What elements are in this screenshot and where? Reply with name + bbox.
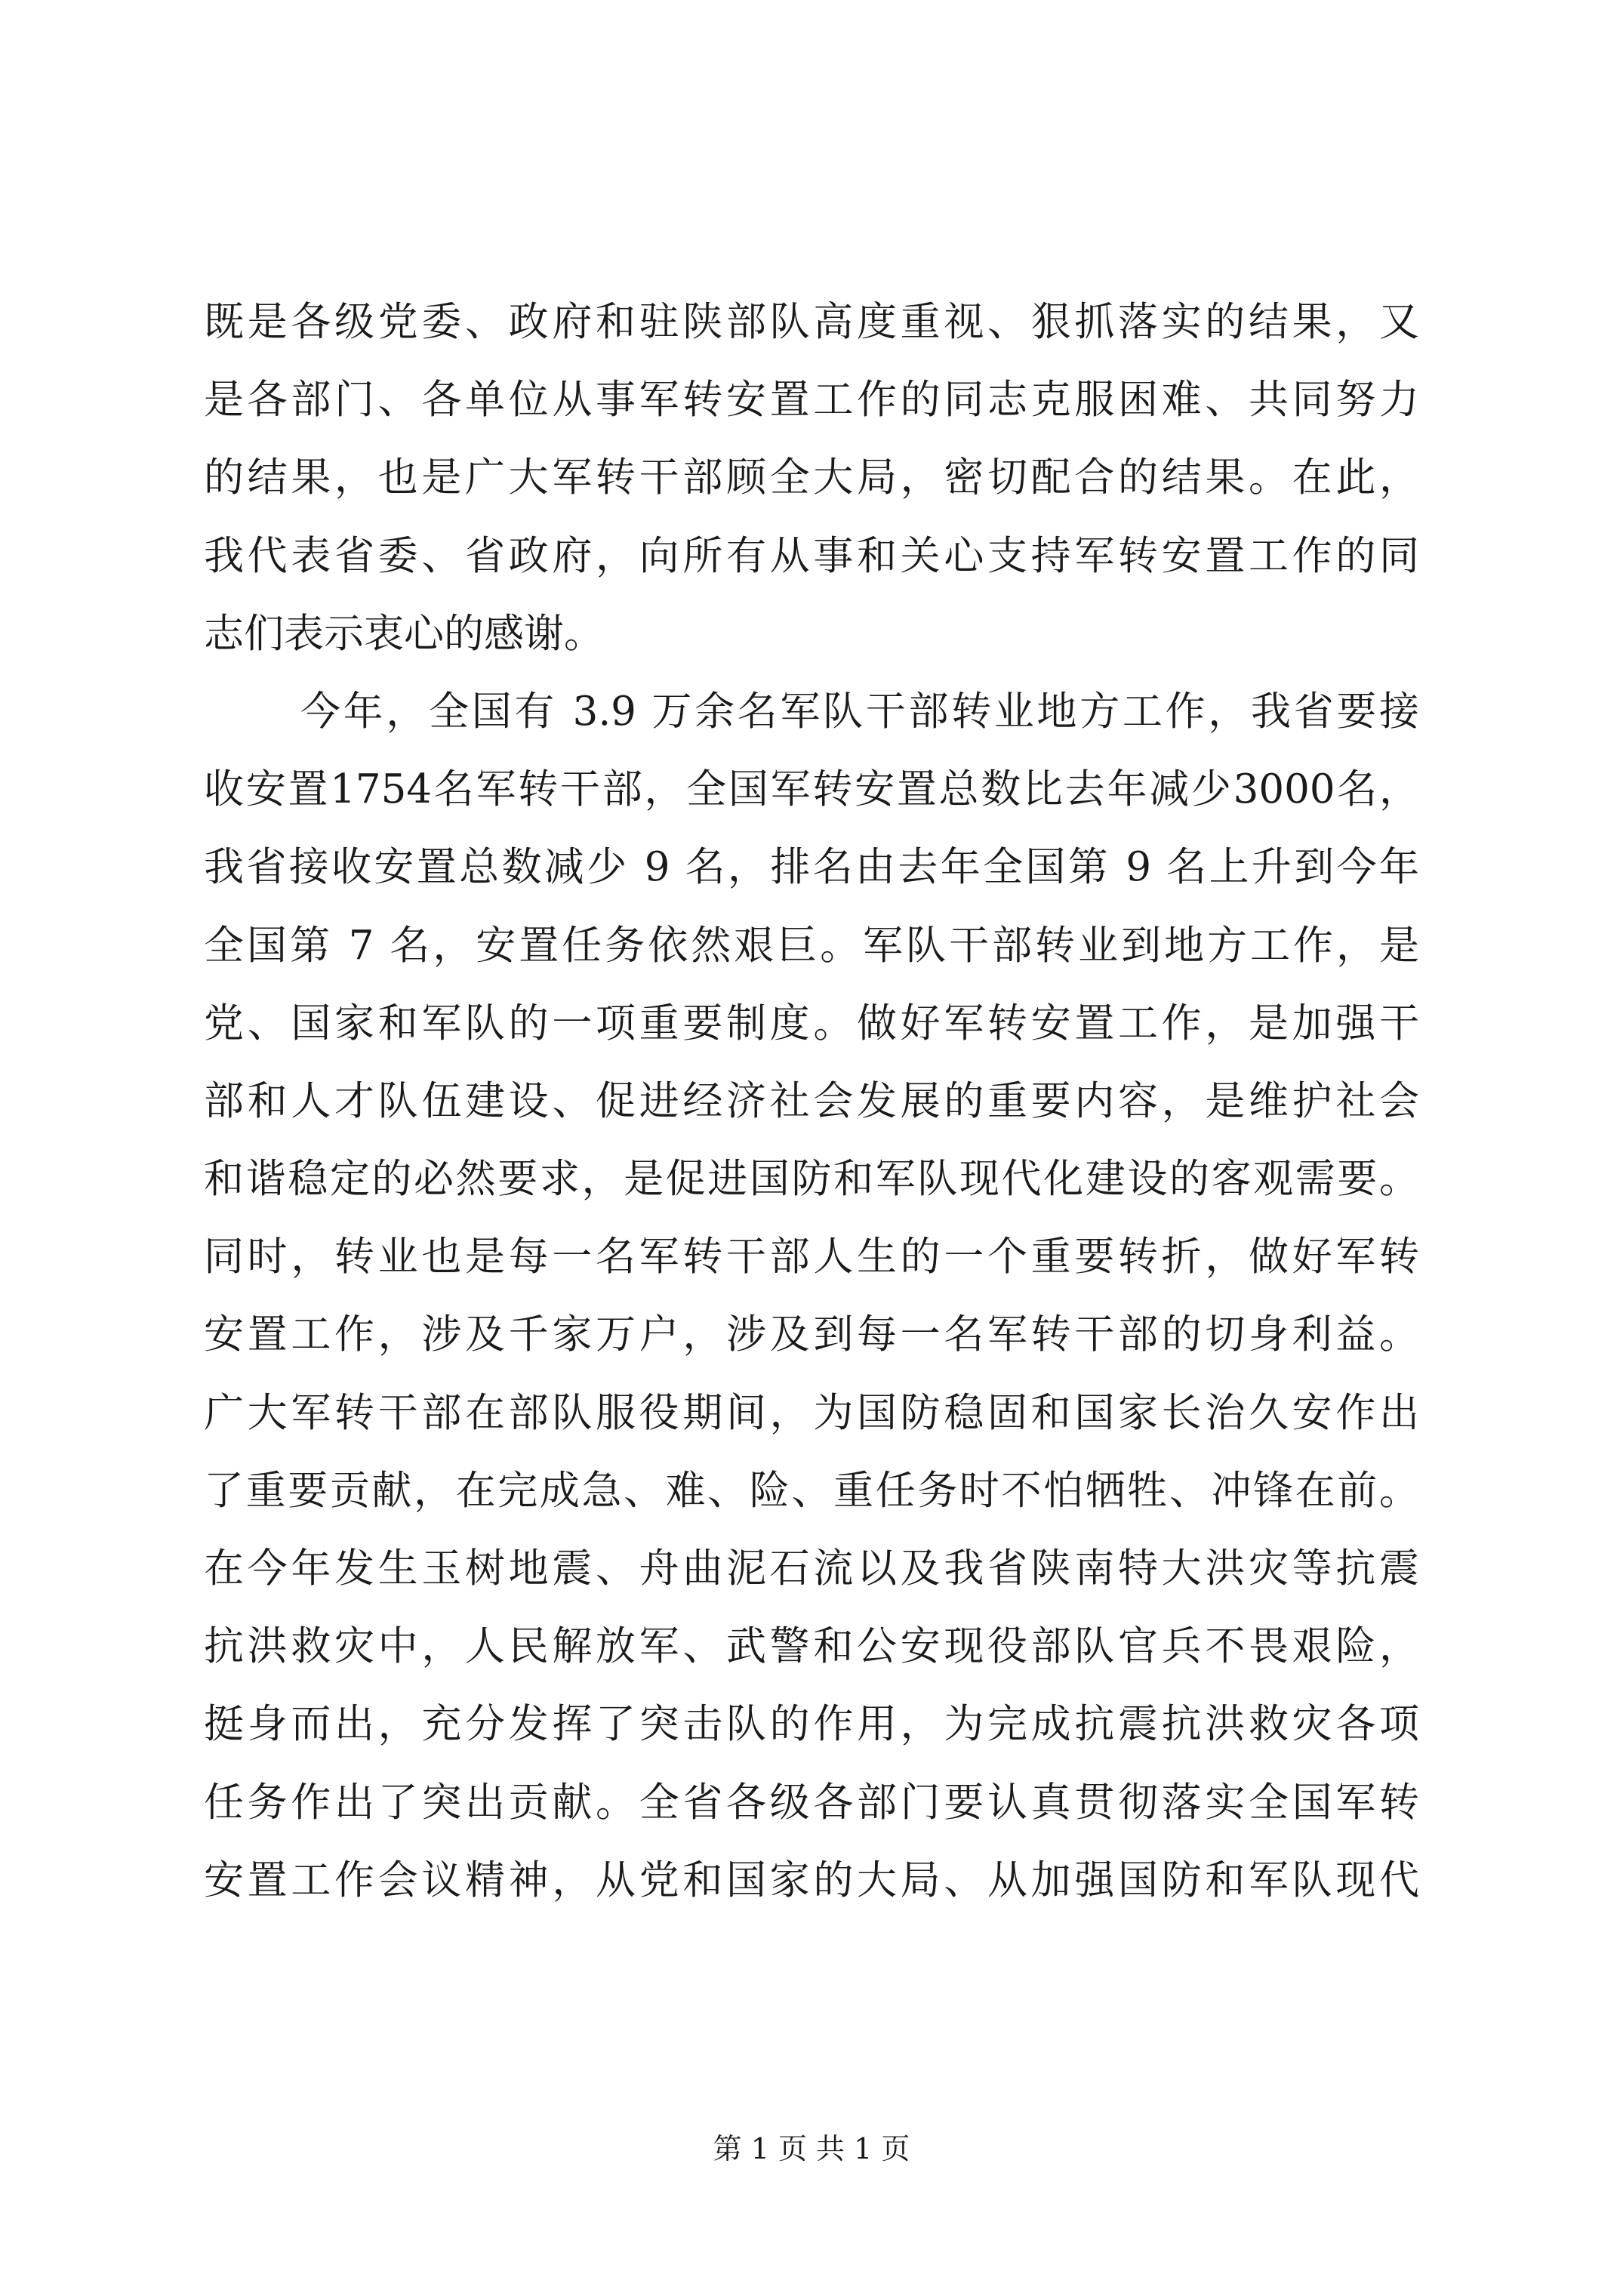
text-line: 了重要贡献，在完成急、难、险、重任务时不怕牺牲、冲锋在前。	[204, 1467, 1419, 1514]
text-line: 是各部门、各单位从事军转安置工作的同志克服困难、共同努力	[204, 377, 1419, 424]
body-text	[204, 283, 1419, 1919]
text-line: 广大军转干部在部队服役期间，为国防稳固和国家长治久安作出	[204, 1389, 1419, 1436]
text-line: 同时，转业也是每一名军转干部人生的一个重要转折，做好军转	[204, 1234, 1419, 1281]
text-line: 和谐稳定的必然要求，是促进国防和军队现代化建设的客观需要。	[204, 1156, 1419, 1203]
text-line: 志们表示衷心的感谢。	[204, 610, 604, 657]
text-line: 的结果，也是广大军转干部顾全大局，密切配合的结果。在此，	[204, 455, 1419, 501]
text-line: 全国第 7 名，安置任务依然艰巨。军队干部转业到地方工作，是	[204, 922, 1419, 969]
text-line: 既是各级党委、政府和驻陕部队高度重视、狠抓落实的结果，又	[204, 299, 1419, 345]
text-line: 我省接收安置总数减少 9 名，排名由去年全国第 9 名上升到今年	[204, 844, 1419, 891]
text-line: 部和人才队伍建设、促进经济社会发展的重要内容，是维护社会	[204, 1077, 1419, 1124]
text-line: 安置工作会议精神，从党和国家的大局、从加强国防和军队现代	[204, 1857, 1419, 1903]
text-line: 收安置1754名军转干部，全国军转安置总数比去年减少3000名，	[204, 766, 1419, 813]
text-line: 党、国家和军队的一项重要制度。做好军转安置工作，是加强干	[204, 1000, 1419, 1046]
text-line: 我代表省委、省政府，向所有从事和关心支持军转安置工作的同	[204, 532, 1419, 579]
page-footer: 第 1 页 共 1 页	[713, 2132, 910, 2165]
text-line: 在今年发生玉树地震、舟曲泥石流以及我省陕南特大洪灾等抗震	[204, 1546, 1419, 1592]
text-line: 抗洪救灾中，人民解放军、武警和公安现役部队官兵不畏艰险，	[204, 1623, 1419, 1670]
paragraph-first-line: 今年，全国有 3.9 万余名军队干部转业地方工作，我省要接	[300, 688, 1419, 735]
text-line: 挺身而出，充分发挥了突击队的作用，为完成抗震抗洪救灾各项	[204, 1701, 1419, 1748]
text-line: 安置工作，涉及千家万户，涉及到每一名军转干部的切身利益。	[204, 1311, 1419, 1358]
text-line: 任务作出了突出贡献。全省各级各部门要认真贯彻落实全国军转	[204, 1779, 1419, 1826]
